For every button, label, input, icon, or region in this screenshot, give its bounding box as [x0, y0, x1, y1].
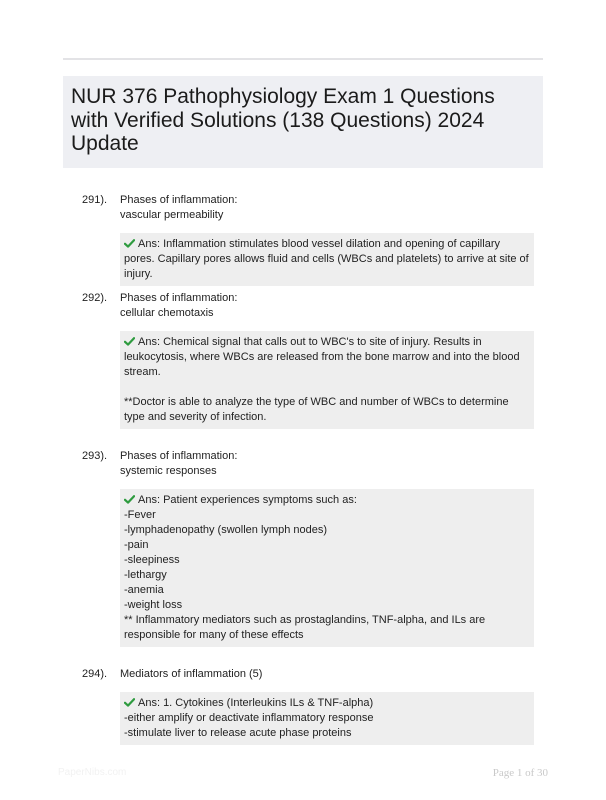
question-text: Phases of inflammation: cellular chemotaxis: [120, 292, 238, 319]
answer-text: Ans: Patient experiences symptoms such as: -Fever -lymphadenopathy (swollen lymph nodes) -pain -sleepiness -lethargy -anemia -weight loss ** Inflammatory mediators such as prostaglandins, TNF-alpha, and ILs are responsible for many of these effects: [124, 494, 486, 641]
page-number: Page 1 of 30: [492, 767, 548, 779]
question-number: 294).: [82, 668, 108, 680]
check-icon: [124, 698, 135, 707]
answer-text: Ans: 1. Cytokines (Interleukins ILs & TNF-alpha) -either amplify or deactivate inflammatory response -stimulate liver to release acute phase proteins: [124, 697, 374, 739]
question-text: Phases of inflammation: systemic responses: [120, 450, 238, 477]
footer-watermark: PaperNibs.com: [58, 767, 127, 778]
top-divider: [63, 58, 543, 60]
question-text: Mediators of inflammation (5): [120, 668, 263, 680]
answer-box: [120, 692, 534, 745]
answer-text: Ans: Inflammation stimulates blood vessel dilation and opening of capillary pores. Capillary pores allows fluid and cells (WBCs and platelets) to arrive at site of injury.: [124, 238, 529, 280]
answer-box: [120, 331, 534, 429]
question-text: Phases of inflammation: vascular permeability: [120, 194, 238, 221]
question-number: 292).: [82, 292, 108, 304]
answer-text: Ans: Chemical signal that calls out to WBC's to site of injury. Results in leukocytosis, where WBCs are released from the bone marrow and into the blood stream. **Doctor is able to analyze the type of WBC and number of WBCs to determine type and severity of infection.: [124, 336, 520, 423]
answer-box: [120, 489, 534, 647]
answer-box: [120, 233, 534, 286]
check-icon: [124, 337, 135, 346]
question-number: 293).: [82, 450, 108, 462]
check-icon: [124, 239, 135, 248]
page-title: NUR 376 Pathophysiology Exam 1 Questions with Verified Solutions (138 Questions) 2024 Update: [71, 85, 495, 155]
title-banner: [63, 76, 543, 168]
question-number: 291).: [82, 194, 108, 206]
check-icon: [124, 495, 135, 504]
